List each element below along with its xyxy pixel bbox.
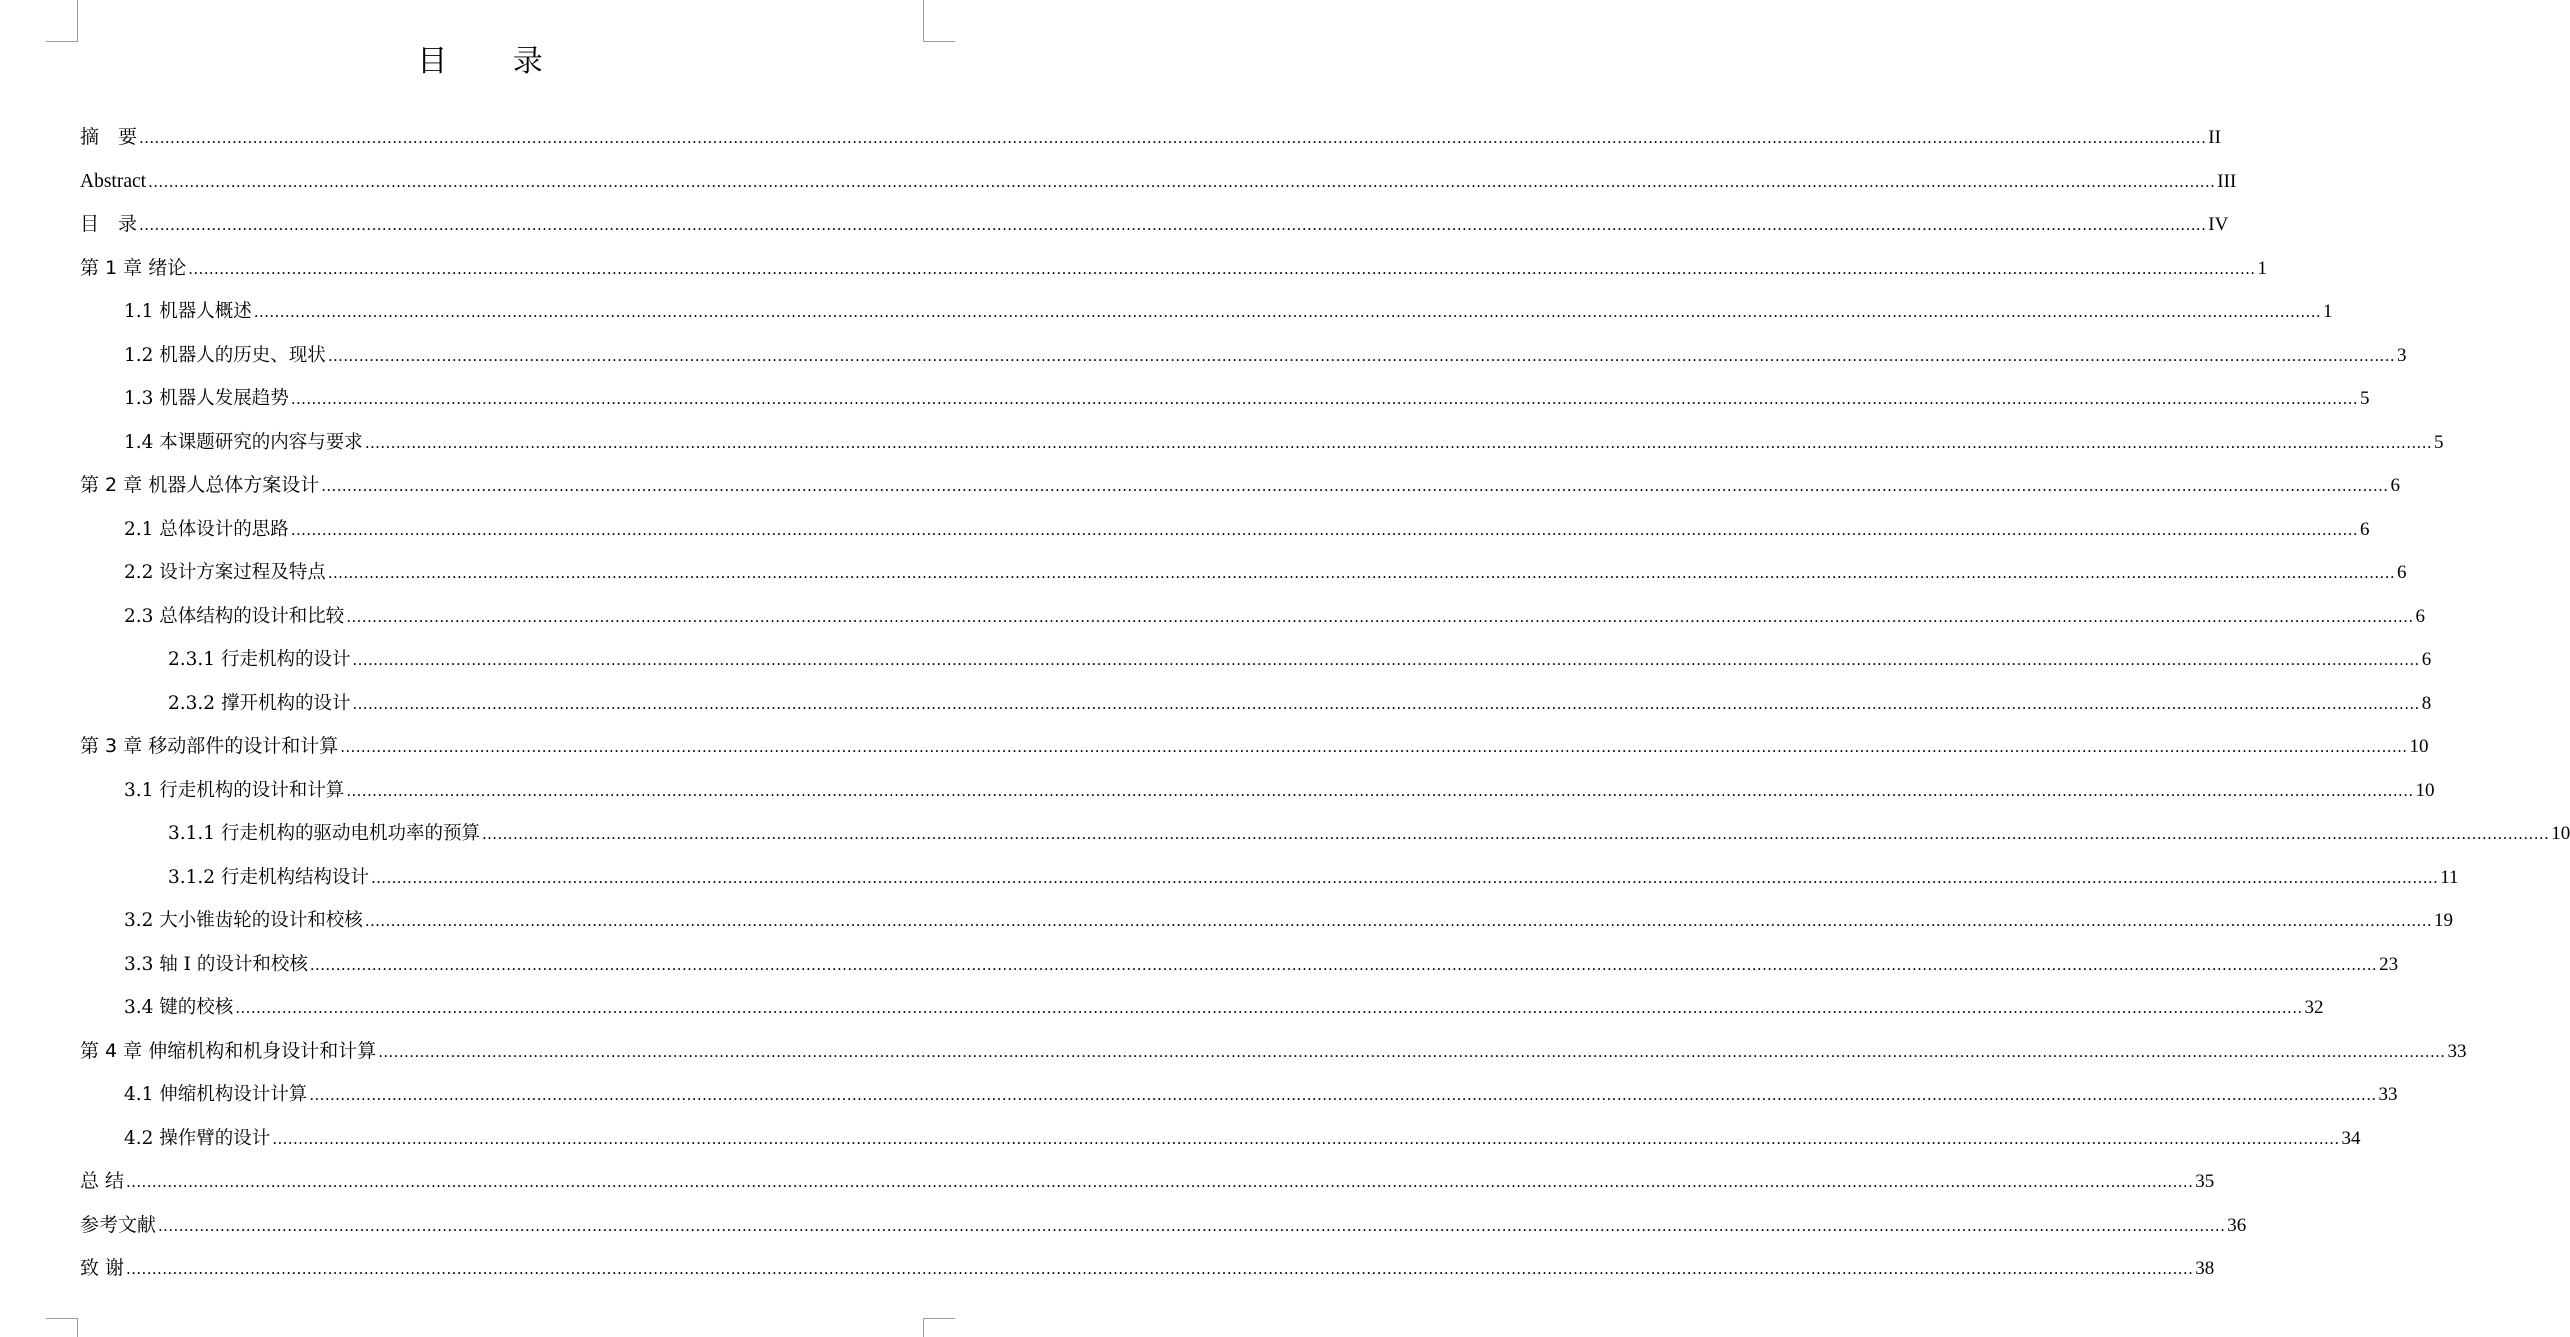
toc-entry[interactable] bbox=[80, 1247, 2215, 1291]
toc-entry-label: 第 4 章 伸缩机构和机身设计和计算 bbox=[80, 1039, 377, 1062]
toc-entry[interactable] bbox=[80, 290, 2333, 334]
toc-entry-page-number: 23 bbox=[2379, 953, 2399, 975]
toc-entry-label: 2.3 总体结构的设计和比较 bbox=[124, 605, 345, 627]
toc-entry-page-number: 11 bbox=[2440, 866, 2459, 888]
toc-entry-label: 2.3.1 行走机构的设计 bbox=[168, 649, 351, 670]
toc-entry-label: 4.1 伸缩机构设计计算 bbox=[124, 1084, 308, 1105]
toc-entry[interactable] bbox=[80, 1030, 2467, 1074]
toc-entry[interactable] bbox=[80, 682, 2432, 726]
toc-dot-leader: ................................................................................................................................................................................................................................................................................................................................................................................................................ bbox=[309, 955, 2378, 974]
toc-entry-page-number: 5 bbox=[2360, 388, 2370, 409]
toc-entry-label: 参考文献 bbox=[80, 1213, 157, 1236]
toc-entry[interactable] bbox=[80, 160, 2237, 204]
toc-entry-label: 4.2 操作臂的设计 bbox=[124, 1127, 271, 1149]
toc-entry-label: 3.4 键的校核 bbox=[124, 997, 234, 1018]
toc-entry-label: 总 结 bbox=[80, 1170, 125, 1192]
toc-dot-leader: ................................................................................................................................................................................................................................................................................................................................................................................................................ bbox=[481, 825, 2550, 843]
toc-entry-page-number: 8 bbox=[2421, 692, 2432, 714]
toc-entry-page-number: 6 bbox=[2415, 605, 2426, 627]
toc-entry-label: 2.1 总体设计的思路 bbox=[124, 518, 289, 540]
toc-dot-leader: ................................................................................................................................................................................................................................................................................................................................................................................................................ bbox=[253, 303, 2322, 321]
toc-entry-page-number: 1 bbox=[2323, 301, 2333, 322]
toc-entry-page-number: 6 bbox=[2397, 562, 2407, 583]
toc-entry-page-number: 6 bbox=[2421, 649, 2432, 670]
toc-title: 目 录 bbox=[417, 44, 571, 79]
toc-entry[interactable] bbox=[80, 638, 2432, 682]
toc-dot-leader: ................................................................................................................................................................................................................................................................................................................................................................................................................ bbox=[352, 694, 2420, 713]
toc-entry[interactable] bbox=[80, 1117, 2361, 1161]
toc-dot-leader: ................................................................................................................................................................................................................................................................................................................................................................................................................ bbox=[272, 1129, 2340, 1148]
toc-entry-page-number: 10 bbox=[2551, 823, 2570, 844]
table-of-contents bbox=[80, 116, 2570, 1291]
toc-entry[interactable] bbox=[80, 595, 2426, 639]
toc-entry-label: 目 录 bbox=[80, 213, 138, 235]
toc-dot-leader: ................................................................................................................................................................................................................................................................................................................................................................................................................ bbox=[158, 1216, 2226, 1235]
toc-dot-leader: ................................................................................................................................................................................................................................................................................................................................................................................................................ bbox=[346, 607, 2414, 626]
toc-entry-page-number: 6 bbox=[2390, 475, 2400, 496]
toc-dot-leader: ................................................................................................................................................................................................................................................................................................................................................................................................................ bbox=[340, 738, 2408, 756]
toc-entry-page-number: III bbox=[2217, 170, 2237, 192]
toc-entry-page-number: 34 bbox=[2341, 1127, 2361, 1149]
toc-dot-leader: ................................................................................................................................................................................................................................................................................................................................................................................................................ bbox=[327, 564, 2396, 582]
toc-entry-label: 1.3 机器人发展趋势 bbox=[124, 388, 289, 409]
toc-entry-page-number: 19 bbox=[2434, 910, 2454, 931]
toc-entry-page-number: 33 bbox=[2447, 1040, 2467, 1062]
toc-dot-leader: ................................................................................................................................................................................................................................................................................................................................................................................................................ bbox=[139, 216, 2207, 234]
toc-entry-label: 摘 要 bbox=[80, 126, 138, 148]
toc-dot-leader: ................................................................................................................................................................................................................................................................................................................................................................................................................ bbox=[352, 651, 2420, 669]
toc-entry[interactable] bbox=[80, 464, 2400, 508]
toc-entry-page-number: 33 bbox=[2378, 1084, 2398, 1105]
toc-entry-label: 3.1.2 行走机构结构设计 bbox=[168, 866, 369, 888]
toc-entry-label: 第 2 章 机器人总体方案设计 bbox=[80, 474, 320, 496]
toc-entry-label: 3.3 轴 I 的设计和校核 bbox=[124, 953, 308, 975]
toc-entry-label: 1.1 机器人概述 bbox=[124, 301, 252, 322]
toc-dot-leader: ................................................................................................................................................................................................................................................................................................................................................................................................................ bbox=[235, 999, 2303, 1017]
toc-entry-label: Abstract bbox=[80, 170, 147, 192]
toc-entry[interactable] bbox=[80, 377, 2370, 421]
toc-dot-leader: ................................................................................................................................................................................................................................................................................................................................................................................................................ bbox=[148, 172, 2216, 191]
toc-entry-label: 第 3 章 移动部件的设计和计算 bbox=[80, 735, 339, 757]
toc-entry-page-number: 36 bbox=[2227, 1214, 2247, 1236]
toc-entry[interactable] bbox=[80, 986, 2324, 1030]
toc-entry[interactable] bbox=[80, 203, 2229, 247]
toc-entry-label: 第 1 章 绪论 bbox=[80, 256, 187, 279]
toc-dot-leader: ................................................................................................................................................................................................................................................................................................................................................................................................................ bbox=[370, 868, 2439, 887]
toc-entry[interactable] bbox=[80, 551, 2407, 595]
toc-entry-page-number: IV bbox=[2208, 214, 2229, 235]
toc-dot-leader: ................................................................................................................................................................................................................................................................................................................................................................................................................ bbox=[327, 346, 2396, 365]
toc-dot-leader: ................................................................................................................................................................................................................................................................................................................................................................................................................ bbox=[126, 1260, 2194, 1278]
toc-entry[interactable] bbox=[80, 899, 2454, 943]
toc-entry[interactable] bbox=[80, 769, 2435, 813]
crop-mark-top-left-vertical bbox=[77, 0, 78, 42]
crop-mark-bottom-left-vertical bbox=[77, 1318, 78, 1337]
toc-entry-label: 2.3.2 撑开机构的设计 bbox=[168, 692, 351, 714]
toc-entry[interactable] bbox=[80, 1204, 2247, 1248]
toc-entry[interactable] bbox=[80, 856, 2459, 900]
toc-dot-leader: ................................................................................................................................................................................................................................................................................................................................................................................................................ bbox=[126, 1173, 2194, 1191]
toc-dot-leader: ................................................................................................................................................................................................................................................................................................................................................................................................................ bbox=[364, 433, 2433, 452]
toc-entry[interactable] bbox=[80, 247, 2267, 291]
toc-entry-page-number: 10 bbox=[2409, 736, 2429, 757]
toc-entry-page-number: 3 bbox=[2397, 344, 2407, 366]
toc-entry[interactable] bbox=[80, 812, 2570, 856]
crop-mark-bottom-right-vertical bbox=[923, 1318, 924, 1337]
toc-entry[interactable] bbox=[80, 334, 2407, 378]
toc-entry-page-number: 32 bbox=[2304, 997, 2324, 1018]
toc-dot-leader: ................................................................................................................................................................................................................................................................................................................................................................................................................ bbox=[346, 781, 2414, 800]
toc-dot-leader: ................................................................................................................................................................................................................................................................................................................................................................................................................ bbox=[309, 1086, 2377, 1104]
toc-entry[interactable] bbox=[80, 1073, 2398, 1117]
toc-entry[interactable] bbox=[80, 508, 2370, 552]
toc-entry-label: 2.2 设计方案过程及特点 bbox=[124, 562, 326, 583]
toc-entry-label: 致 谢 bbox=[80, 1257, 125, 1279]
toc-dot-leader: ................................................................................................................................................................................................................................................................................................................................................................................................................ bbox=[290, 390, 2359, 408]
toc-dot-leader: ................................................................................................................................................................................................................................................................................................................................................................................................................ bbox=[364, 912, 2433, 930]
toc-dot-leader: ................................................................................................................................................................................................................................................................................................................................................................................................................ bbox=[290, 520, 2359, 539]
toc-dot-leader: ................................................................................................................................................................................................................................................................................................................................................................................................................ bbox=[321, 477, 2389, 495]
toc-entry-label: 3.2 大小锥齿轮的设计和校核 bbox=[124, 910, 363, 931]
crop-mark-top-right-vertical bbox=[923, 0, 924, 42]
toc-entry-page-number: 6 bbox=[2360, 518, 2370, 540]
toc-entry-page-number: 1 bbox=[2257, 257, 2267, 279]
toc-entry-page-number: 35 bbox=[2195, 1171, 2215, 1192]
toc-dot-leader: ................................................................................................................................................................................................................................................................................................................................................................................................................ bbox=[139, 129, 2207, 147]
toc-entry-label: 1.2 机器人的历史、现状 bbox=[124, 344, 326, 366]
toc-entry[interactable] bbox=[80, 725, 2429, 769]
toc-entry-label: 3.1 行走机构的设计和计算 bbox=[124, 779, 345, 801]
toc-entry-label: 3.1.1 行走机构的驱动电机功率的预算 bbox=[168, 823, 480, 844]
toc-dot-leader: ................................................................................................................................................................................................................................................................................................................................................................................................................ bbox=[188, 259, 2256, 278]
crop-mark-bottom-left-horizontal bbox=[46, 1318, 78, 1319]
toc-entry-page-number: II bbox=[2208, 127, 2221, 148]
toc-entry[interactable] bbox=[80, 943, 2399, 987]
toc-entry-page-number: 38 bbox=[2195, 1258, 2215, 1279]
toc-dot-leader: ................................................................................................................................................................................................................................................................................................................................................................................................................ bbox=[378, 1042, 2446, 1061]
toc-entry[interactable] bbox=[80, 421, 2444, 465]
toc-entry[interactable] bbox=[80, 1160, 2215, 1204]
toc-entry[interactable] bbox=[80, 116, 2221, 160]
toc-entry-page-number: 5 bbox=[2434, 431, 2444, 453]
toc-entry-page-number: 10 bbox=[2415, 779, 2435, 801]
crop-mark-bottom-right-horizontal bbox=[923, 1318, 955, 1319]
toc-entry-label: 1.4 本课题研究的内容与要求 bbox=[124, 431, 363, 453]
